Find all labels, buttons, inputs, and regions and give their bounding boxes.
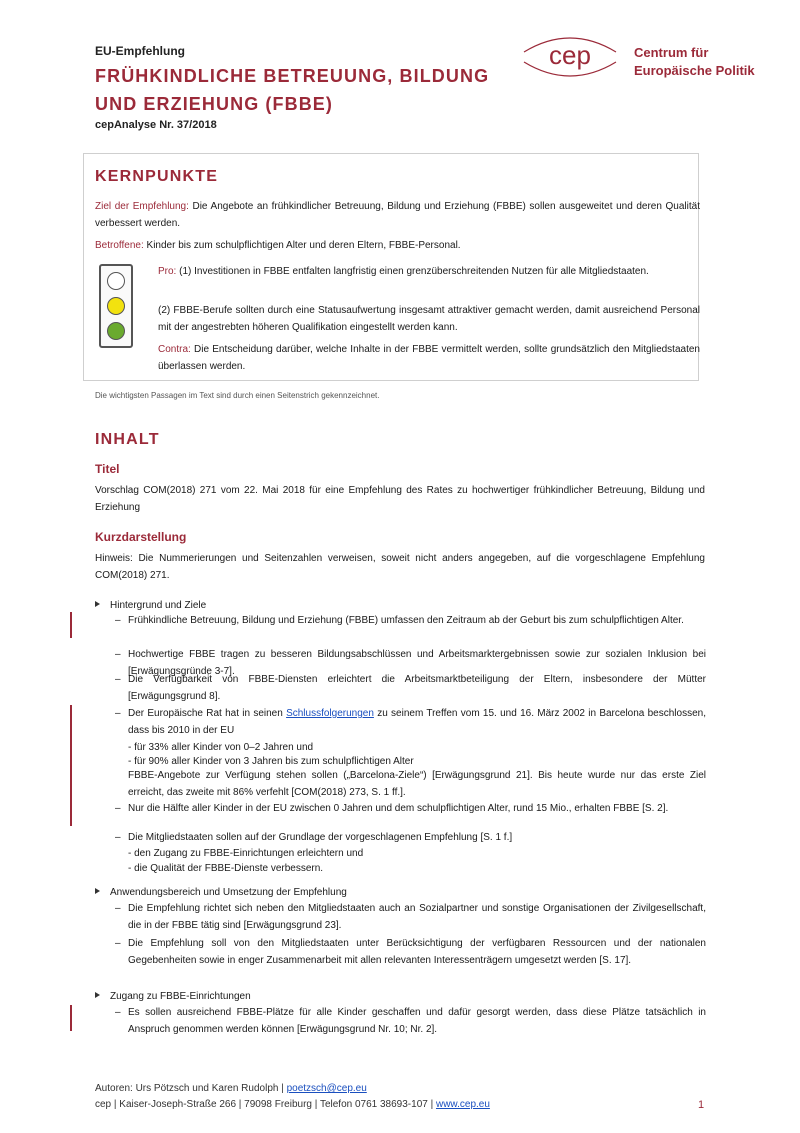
cep-logo-icon bbox=[520, 30, 620, 84]
analysis-number: cepAnalyse Nr. 37/2018 bbox=[95, 119, 217, 131]
list-item: – Nur die Hälfte aller Kinder in der EU zwischen 0 Jahren und dem schulpflichtigen Alter, rund 15 Mio., erhalten FBBE [S. 2]. bbox=[115, 803, 669, 814]
bullet-triangle-icon bbox=[95, 601, 100, 607]
list-item-continuation: FBBE-Angebote zur Verfügung stehen sollen („Barcelona-Ziele“) [Erwägungsgrund 21]. Bis heute wurde nur das erste Ziel erreicht, das zweite mit 86% verfehlt [COM(2018) 273, S. 1 ff.]. bbox=[128, 770, 706, 798]
kernpunkte-pro-1 bbox=[158, 263, 700, 280]
pro-label: Pro: bbox=[158, 266, 177, 277]
footer-authors: Autoren: Urs Pötzsch und Karen Rudolph | poetzsch@cep.eu bbox=[95, 1083, 367, 1094]
kernpunkte-contra bbox=[158, 341, 700, 375]
contra-label: Contra: bbox=[158, 344, 191, 355]
margin-mark bbox=[70, 1005, 72, 1031]
sub-item: - die Qualität der FBBE-Dienste verbessern. bbox=[128, 863, 324, 874]
sub-item: - den Zugang zu FBBE-Einrichtungen erleichtern und bbox=[128, 848, 364, 859]
ziel-label: Ziel der Empfehlung: bbox=[95, 201, 189, 212]
list-item: – Frühkindliche Betreuung, Bildung und Erziehung (FBBE) umfassen den Zeitraum ab der Geburt bis zum schulpflichtigen Alter. bbox=[115, 615, 684, 626]
section-title-zugang: Zugang zu FBBE-Einrichtungen bbox=[95, 988, 251, 1005]
list-item: – Die Verfügbarkeit von FBBE-Diensten erleichtert die Arbeitsmarktbeteiligung der Eltern, insbesondere der Mütter [Erwägungsgrund 8]. bbox=[115, 674, 706, 702]
org-name-line-2: Europäische Politik bbox=[634, 63, 755, 78]
list-item: – Es sollen ausreichend FBBE-Plätze für alle Kinder geschaffen und dafür gesorgt werden, dass diese Plätze tatsächlich in Anspruch genommen werden können [Erwägungsgrund Nr. 10; Nr. 2]. bbox=[115, 1007, 706, 1035]
bullet-triangle-icon bbox=[95, 888, 100, 894]
light-bottom-icon bbox=[107, 322, 125, 340]
page-number: 1 bbox=[698, 1099, 705, 1111]
footnote: Die wichtigsten Passagen im Text sind durch einen Seitenstrich gekennzeichnet. bbox=[95, 391, 380, 400]
title-line-1: FRÜHKINDLICHE BETREUUNG, BILDUNG bbox=[95, 66, 490, 86]
ziel-text: Die Angebote an frühkindlicher Betreuung, Bildung und Erziehung (FBBE) sollen ausgeweitet und deren Qualität verbessert werden. bbox=[95, 201, 700, 229]
margin-mark bbox=[70, 705, 72, 801]
hinweis-text: Hinweis: Die Nummerierungen und Seitenzahlen verweisen, soweit nicht anders angegeben, auf die vorgeschlagene Empfehlung COM(2018) 271. bbox=[95, 553, 705, 581]
light-middle-icon bbox=[107, 297, 125, 315]
margin-mark bbox=[70, 612, 72, 638]
org-name-line-1: Centrum für bbox=[634, 45, 709, 60]
logo-text: cep bbox=[549, 40, 591, 70]
page-title bbox=[95, 62, 515, 118]
section-title-anwendungsbereich: Anwendungsbereich und Umsetzung der Empfehlung bbox=[95, 884, 347, 901]
sub-item: - für 90% aller Kinder von 3 Jahren bis zum schulpflichtigen Alter bbox=[128, 756, 414, 767]
kernpunkte-title: KERNPUNKTE bbox=[95, 168, 219, 185]
titel-text: Vorschlag COM(2018) 271 vom 22. Mai 2018 für eine Empfehlung des Rates zu hochwertiger frühkindlicher Betreuung, Bildung und Erziehung bbox=[95, 485, 705, 513]
list-item: – Die Empfehlung richtet sich neben den Mitgliedstaaten auch an Sozialpartner und sonstige Organisationen der Zivilgesellschaft, die in der FBBE tätig sind [Erwägungsgrund 23]. bbox=[115, 903, 706, 931]
kernpunkte-betroffene bbox=[95, 237, 700, 254]
organization-name bbox=[634, 44, 755, 80]
list-item: – Die Mitgliedstaaten sollen auf der Grundlage der vorgeschlagenen Empfehlung [S. 1 f.] bbox=[115, 832, 513, 843]
list-item: – Die Empfehlung soll von den Mitgliedstaaten unter Berücksichtigung der verfügbaren Ressourcen und der nationalen Gegebenheiten sowie in enger Zusammenarbeit mit allen relevanten Interessenträgern umgesetzt werden [S. 17]. bbox=[115, 938, 706, 966]
kernpunkte-pro-2: (2) FBBE-Berufe sollten durch eine Statusaufwertung insgesamt attraktiver gemacht werden, damit ausreichend Personal mit der angestrebten höheren Qualifikation eingestellt werden kann. bbox=[158, 305, 700, 333]
footer-address: cep | Kaiser-Joseph-Straße 266 | 79098 Freiburg | Telefon 0761 38693-107 | www.cep.eu bbox=[95, 1099, 490, 1110]
document-type: EU-Empfehlung bbox=[95, 44, 185, 58]
light-top-icon bbox=[107, 272, 125, 290]
list-item: – Hochwertige FBBE tragen zu besseren Bildungsabschlüssen und Arbeitsmarktergebnissen sowie zur sozialen Inklusion bei [Erwägungsgründe 3-7]. bbox=[115, 649, 706, 677]
titel-heading: Titel bbox=[95, 462, 120, 476]
kurzdarstellung-heading: Kurzdarstellung bbox=[95, 530, 187, 544]
sub-item: - für 33% aller Kinder von 0–2 Jahren und bbox=[128, 742, 314, 753]
list-item: – Der Europäische Rat hat in seinen Schlussfolgerungen zu seinem Treffen vom 15. und 16. März 2002 in Barcelona beschlossen, dass bis 2010 in der EU bbox=[115, 708, 706, 736]
section-title-hintergrund: Hintergrund und Ziele bbox=[95, 597, 206, 614]
kernpunkte-ziel bbox=[95, 198, 700, 232]
inhalt-title: INHALT bbox=[95, 431, 160, 448]
betroffene-label: Betroffene: bbox=[95, 240, 144, 251]
schlussfolgerungen-link[interactable]: Schlussfolgerungen bbox=[286, 708, 374, 719]
traffic-light-icon bbox=[99, 264, 133, 348]
pro-text-1: (1) Investitionen in FBBE entfalten langfristig einen grenzüberschreitenden Nutzen für alle Mitgliedstaaten. bbox=[176, 266, 649, 277]
margin-mark bbox=[70, 800, 72, 826]
email-link[interactable]: poetzsch@cep.eu bbox=[286, 1083, 367, 1094]
betroffene-text: Kinder bis zum schulpflichtigen Alter und deren Eltern, FBBE-Personal. bbox=[143, 240, 461, 251]
title-line-2: UND ERZIEHUNG (FBBE) bbox=[95, 94, 333, 114]
bullet-triangle-icon bbox=[95, 992, 100, 998]
website-link[interactable]: www.cep.eu bbox=[435, 1099, 490, 1110]
contra-text: Die Entscheidung darüber, welche Inhalte in der FBBE vermittelt werden, sollte grundsätzlich den Mitgliedstaaten überlassen werden. bbox=[158, 344, 700, 372]
